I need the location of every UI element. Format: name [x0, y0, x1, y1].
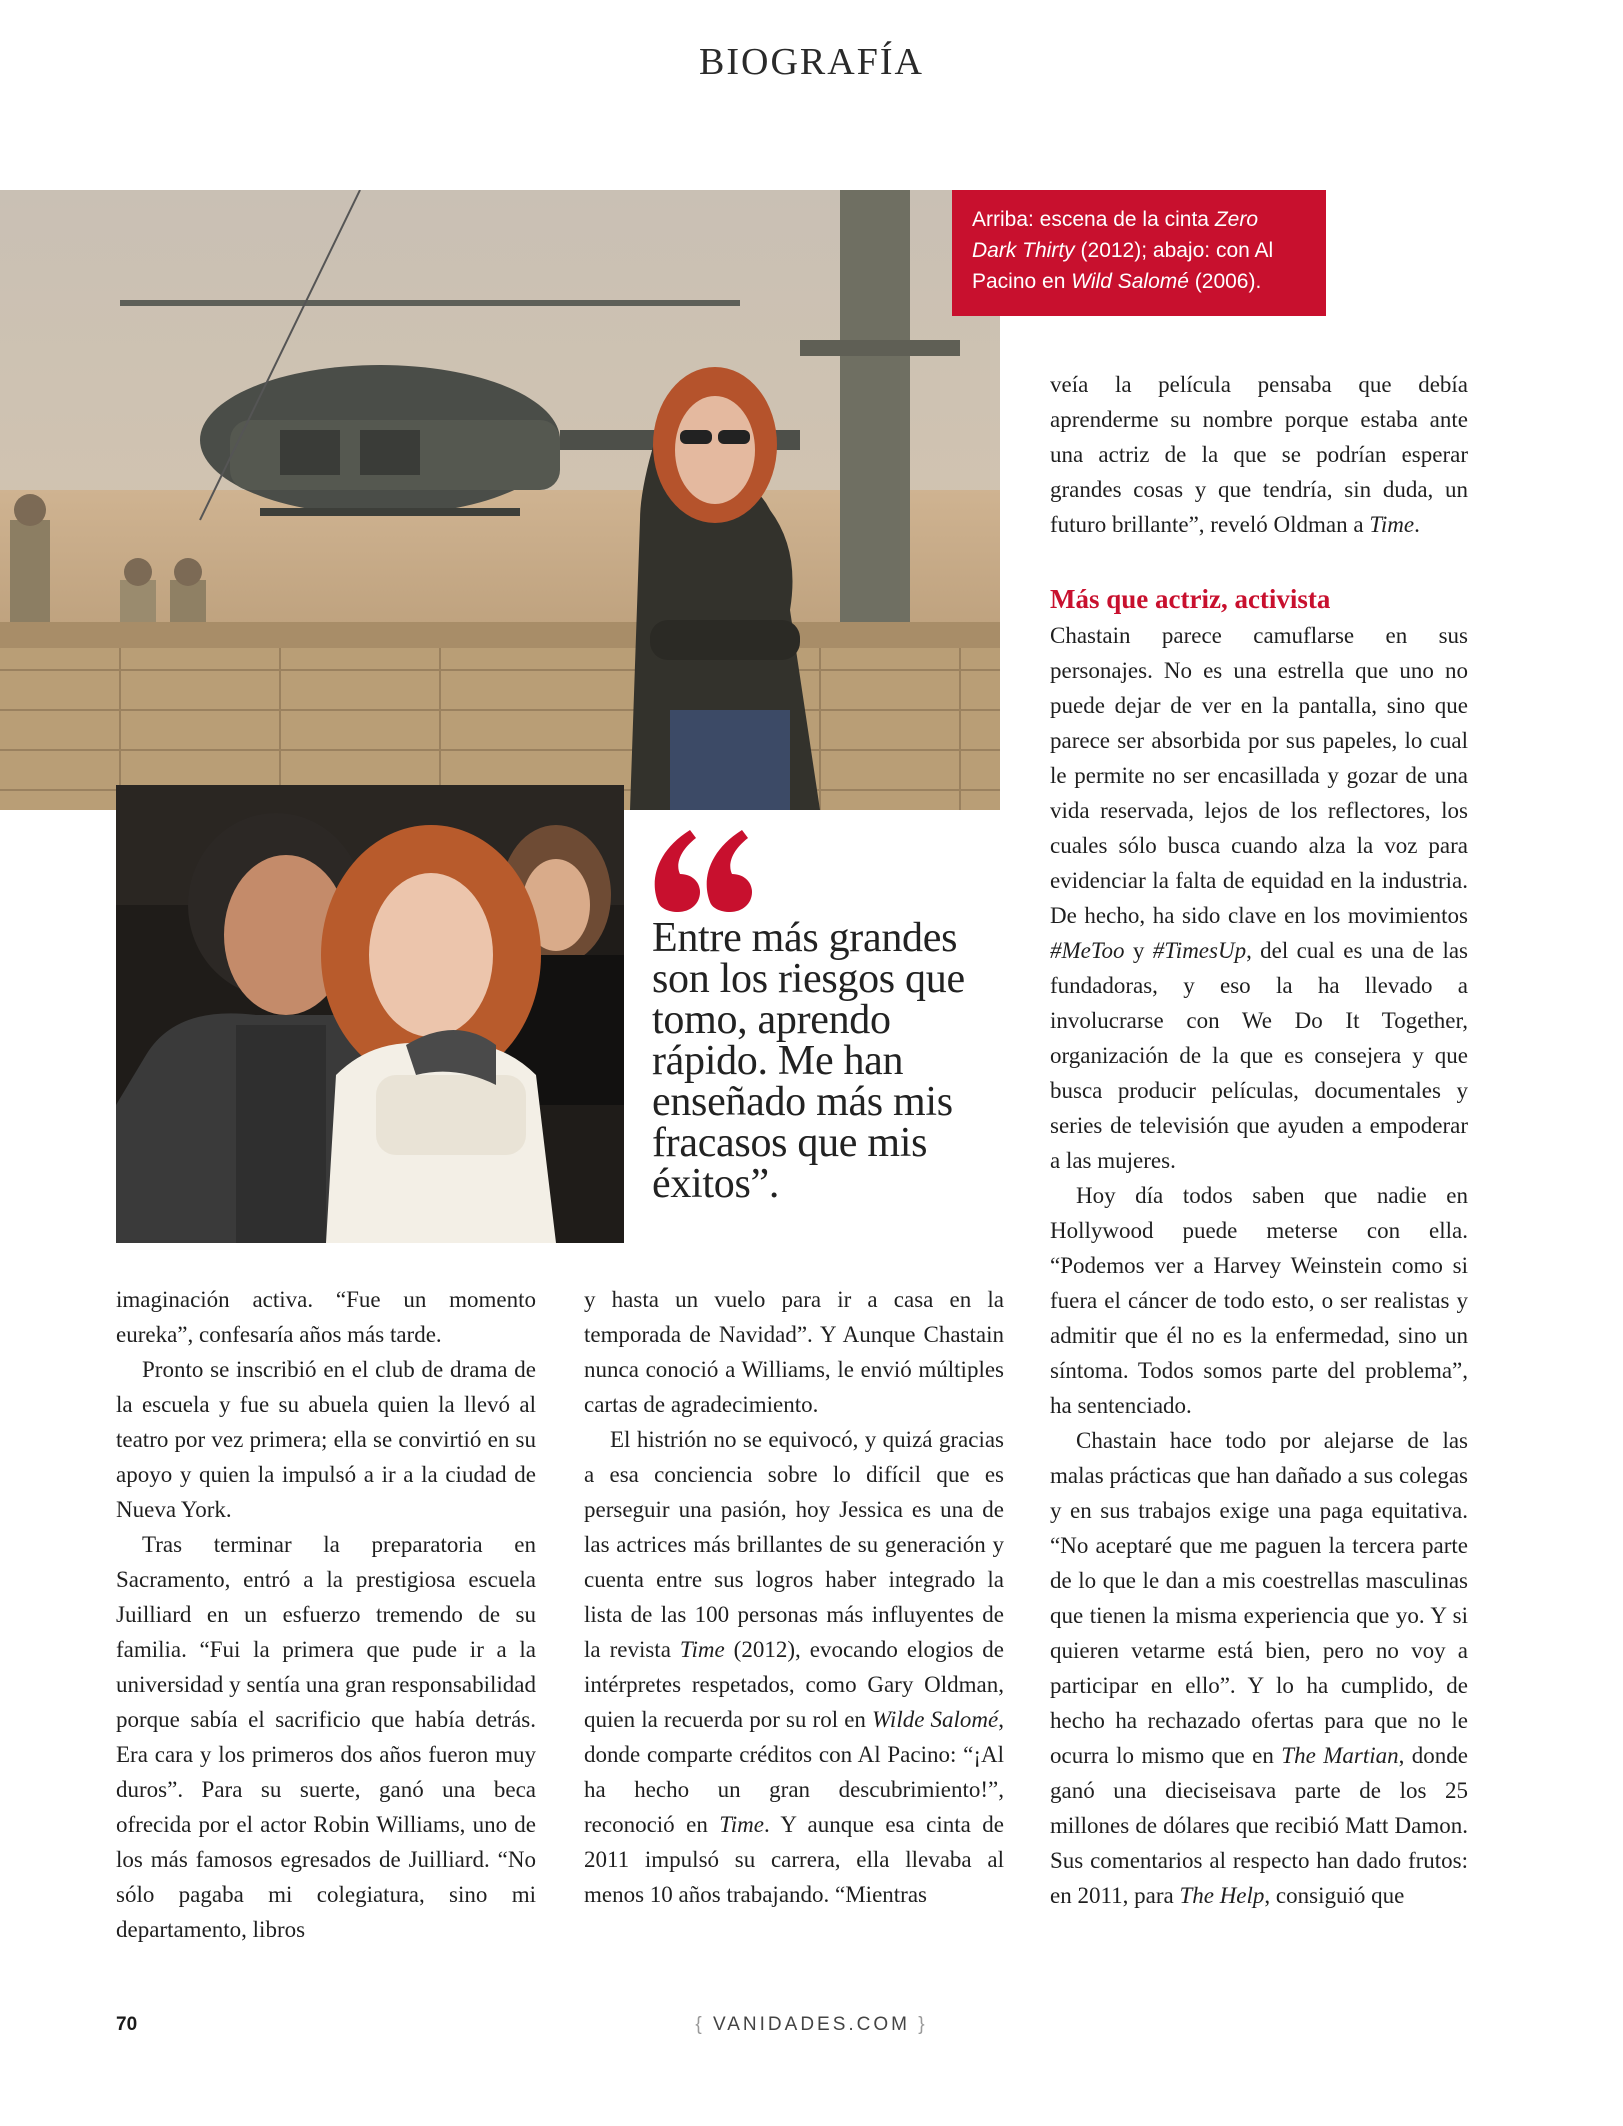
photo-wild-salome	[116, 785, 624, 1243]
caption-text-3: (2006).	[1188, 270, 1262, 293]
quote-mark-icon	[650, 822, 760, 912]
photo-caption	[952, 190, 1326, 316]
magazine-title: Time	[679, 1637, 725, 1662]
magazine-title: Time	[1369, 512, 1415, 537]
body-column-1	[116, 1282, 536, 1947]
pull-quote: Entre más grandes son los riesgos que tomo, aprendo rápido. Me han enseñado más mis fracasos que mis éxitos”.	[652, 915, 965, 1207]
film-title: Wilde Salomé	[872, 1707, 999, 1732]
caption-film-2: Wild Salomé	[1071, 270, 1189, 293]
paragraph: imaginación activa. “Fue un momento eureka”, confesaría años más tarde.	[116, 1287, 536, 1347]
paragraph: Hoy día todos saben que nadie en Hollywood puede meterse con ella. “Podemos ver a Harvey Weinstein como si fuera el cáncer de todo esto, o ser realistas y admitir que él no es la enfermedad, sino un síntoma. Todos somos parte del problema”, ha sentenciado.	[1050, 1183, 1468, 1418]
film-title: The Help	[1179, 1883, 1265, 1908]
paragraph: Pronto se inscribió en el club de drama de la escuela y fue su abuela quien la llevó al teatro por vez primera; ella se convirtió en su apoyo y quien la impulsó a ir a la ciudad de Nueva York.	[116, 1357, 536, 1522]
paragraph: veía la película pensaba que debía aprenderme su nombre porque estaba ante una actriz de la que se podrían esperar grandes cosas y que tendría, sin duda, un futuro brillante”, reveló Oldman a Time.	[1050, 372, 1468, 537]
caption-film-1: Zero Dark Thirty	[972, 208, 1258, 262]
paragraph: y hasta un vuelo para ir a casa en la temporada de Navidad”. Y Aunque Chastain nunca conoció a Williams, le envió múltiples cartas de agradecimiento.	[584, 1287, 1004, 1417]
hashtag: #MeToo	[1050, 938, 1125, 963]
section-title: BIOGRAFÍA	[699, 41, 924, 83]
caption-text-1: Arriba: escena de la cinta	[972, 208, 1215, 231]
subheading: Más que actriz, activista	[1050, 584, 1331, 614]
photo-scene-illustration	[0, 190, 1000, 810]
paragraph: Chastain parece camuflarse en sus personajes. No es una estrella que uno no puede dejar de ver en la pantalla, sino que parece ser absorbida por sus papeles, lo cual le permite no ser encasillada y gozar de una vida reservada, lejos de los reflectores, los cuales sólo busca cuando alza la voz para evidenciar la falta de equidad en la industria. De hecho, ha sido clave en los movimientos #MeToo y #TimesUp, del cual es una de las fundadoras, y eso la ha llevado a involucrarse con We Do It Together, organización de la que es consejera y que busca producir películas, documentales y series de televisión que ayuden a empoderar a las mujeres.	[1050, 623, 1469, 1173]
magazine-title: Time	[719, 1812, 764, 1837]
page-number: 70	[116, 2014, 138, 2035]
paragraph: Tras terminar la preparatoria en Sacramento, entró a la prestigiosa escuela Juilliard en un esfuerzo tremendo de su familia. “Fui la primera que pude ir a la universidad y sentía una gran responsabilidad porque sabía el sacrificio que había detrás. Era cara y los primeros dos años fueron muy duros”. Para su suerte, ganó una beca ofrecida por el actor Robin Williams, uno de los más famosos egresados de Juilliard. “No sólo pagaba mi colegiatura, sino mi departamento, libros	[116, 1532, 536, 1942]
site-url: VANIDADES.COM	[712, 2014, 910, 2035]
caption-text-2: (2012); abajo: con Al Pacino en	[972, 239, 1274, 293]
body-column-2	[584, 1282, 1004, 1912]
paragraph: El histrión no se equivocó, y quizá gracias a esa conciencia sobre lo difícil que es perseguir una pasión, hoy Jessica es una de las actrices más brillantes de su generación y cuenta entre sus logros haber integrado la lista de las 100 personas más influyentes de la revista Time (2012), evocando elogios de intérpretes respetados, como Gary Oldman, quien la recuerda por su rol en Wilde Salomé, donde comparte créditos con Al Pacino: “¡Al ha hecho un gran descubrimiento!”, reconoció en Time. Y aunque esa cinta de 2011 impulsó su carrera, ella llevaba al menos 10 años trabajando. “Mientras	[584, 1427, 1005, 1907]
paragraph: Chastain hace todo por alejarse de las malas prácticas que han dañado a sus colegas y en sus trabajos exige una paga equitativa. “No aceptaré que me paguen la tercera parte de lo que le dan a mis coestrellas masculinas que tienen la misma experiencia que yo. Y si quieren vetarme está bien, pero no voy a participar en ello”. Y lo ha cumplido, de hecho ha rechazado ofertas para que no le ocurra lo mismo que en The Martian, donde ganó una dieciseisava parte de los 25 millones de dólares que recibió Matt Damon. Sus comentarios al respecto han dado frutos: en 2011, para The Help, consiguió que	[1050, 1428, 1469, 1908]
photo-zero-dark-thirty	[0, 190, 1000, 810]
footer-url: { VANIDADES.COM }	[695, 2014, 928, 2035]
photo-event-illustration	[116, 785, 624, 1243]
body-column-3	[1050, 367, 1468, 1913]
hashtag: #TimesUp	[1152, 938, 1247, 963]
film-title: The Martian	[1281, 1743, 1399, 1768]
